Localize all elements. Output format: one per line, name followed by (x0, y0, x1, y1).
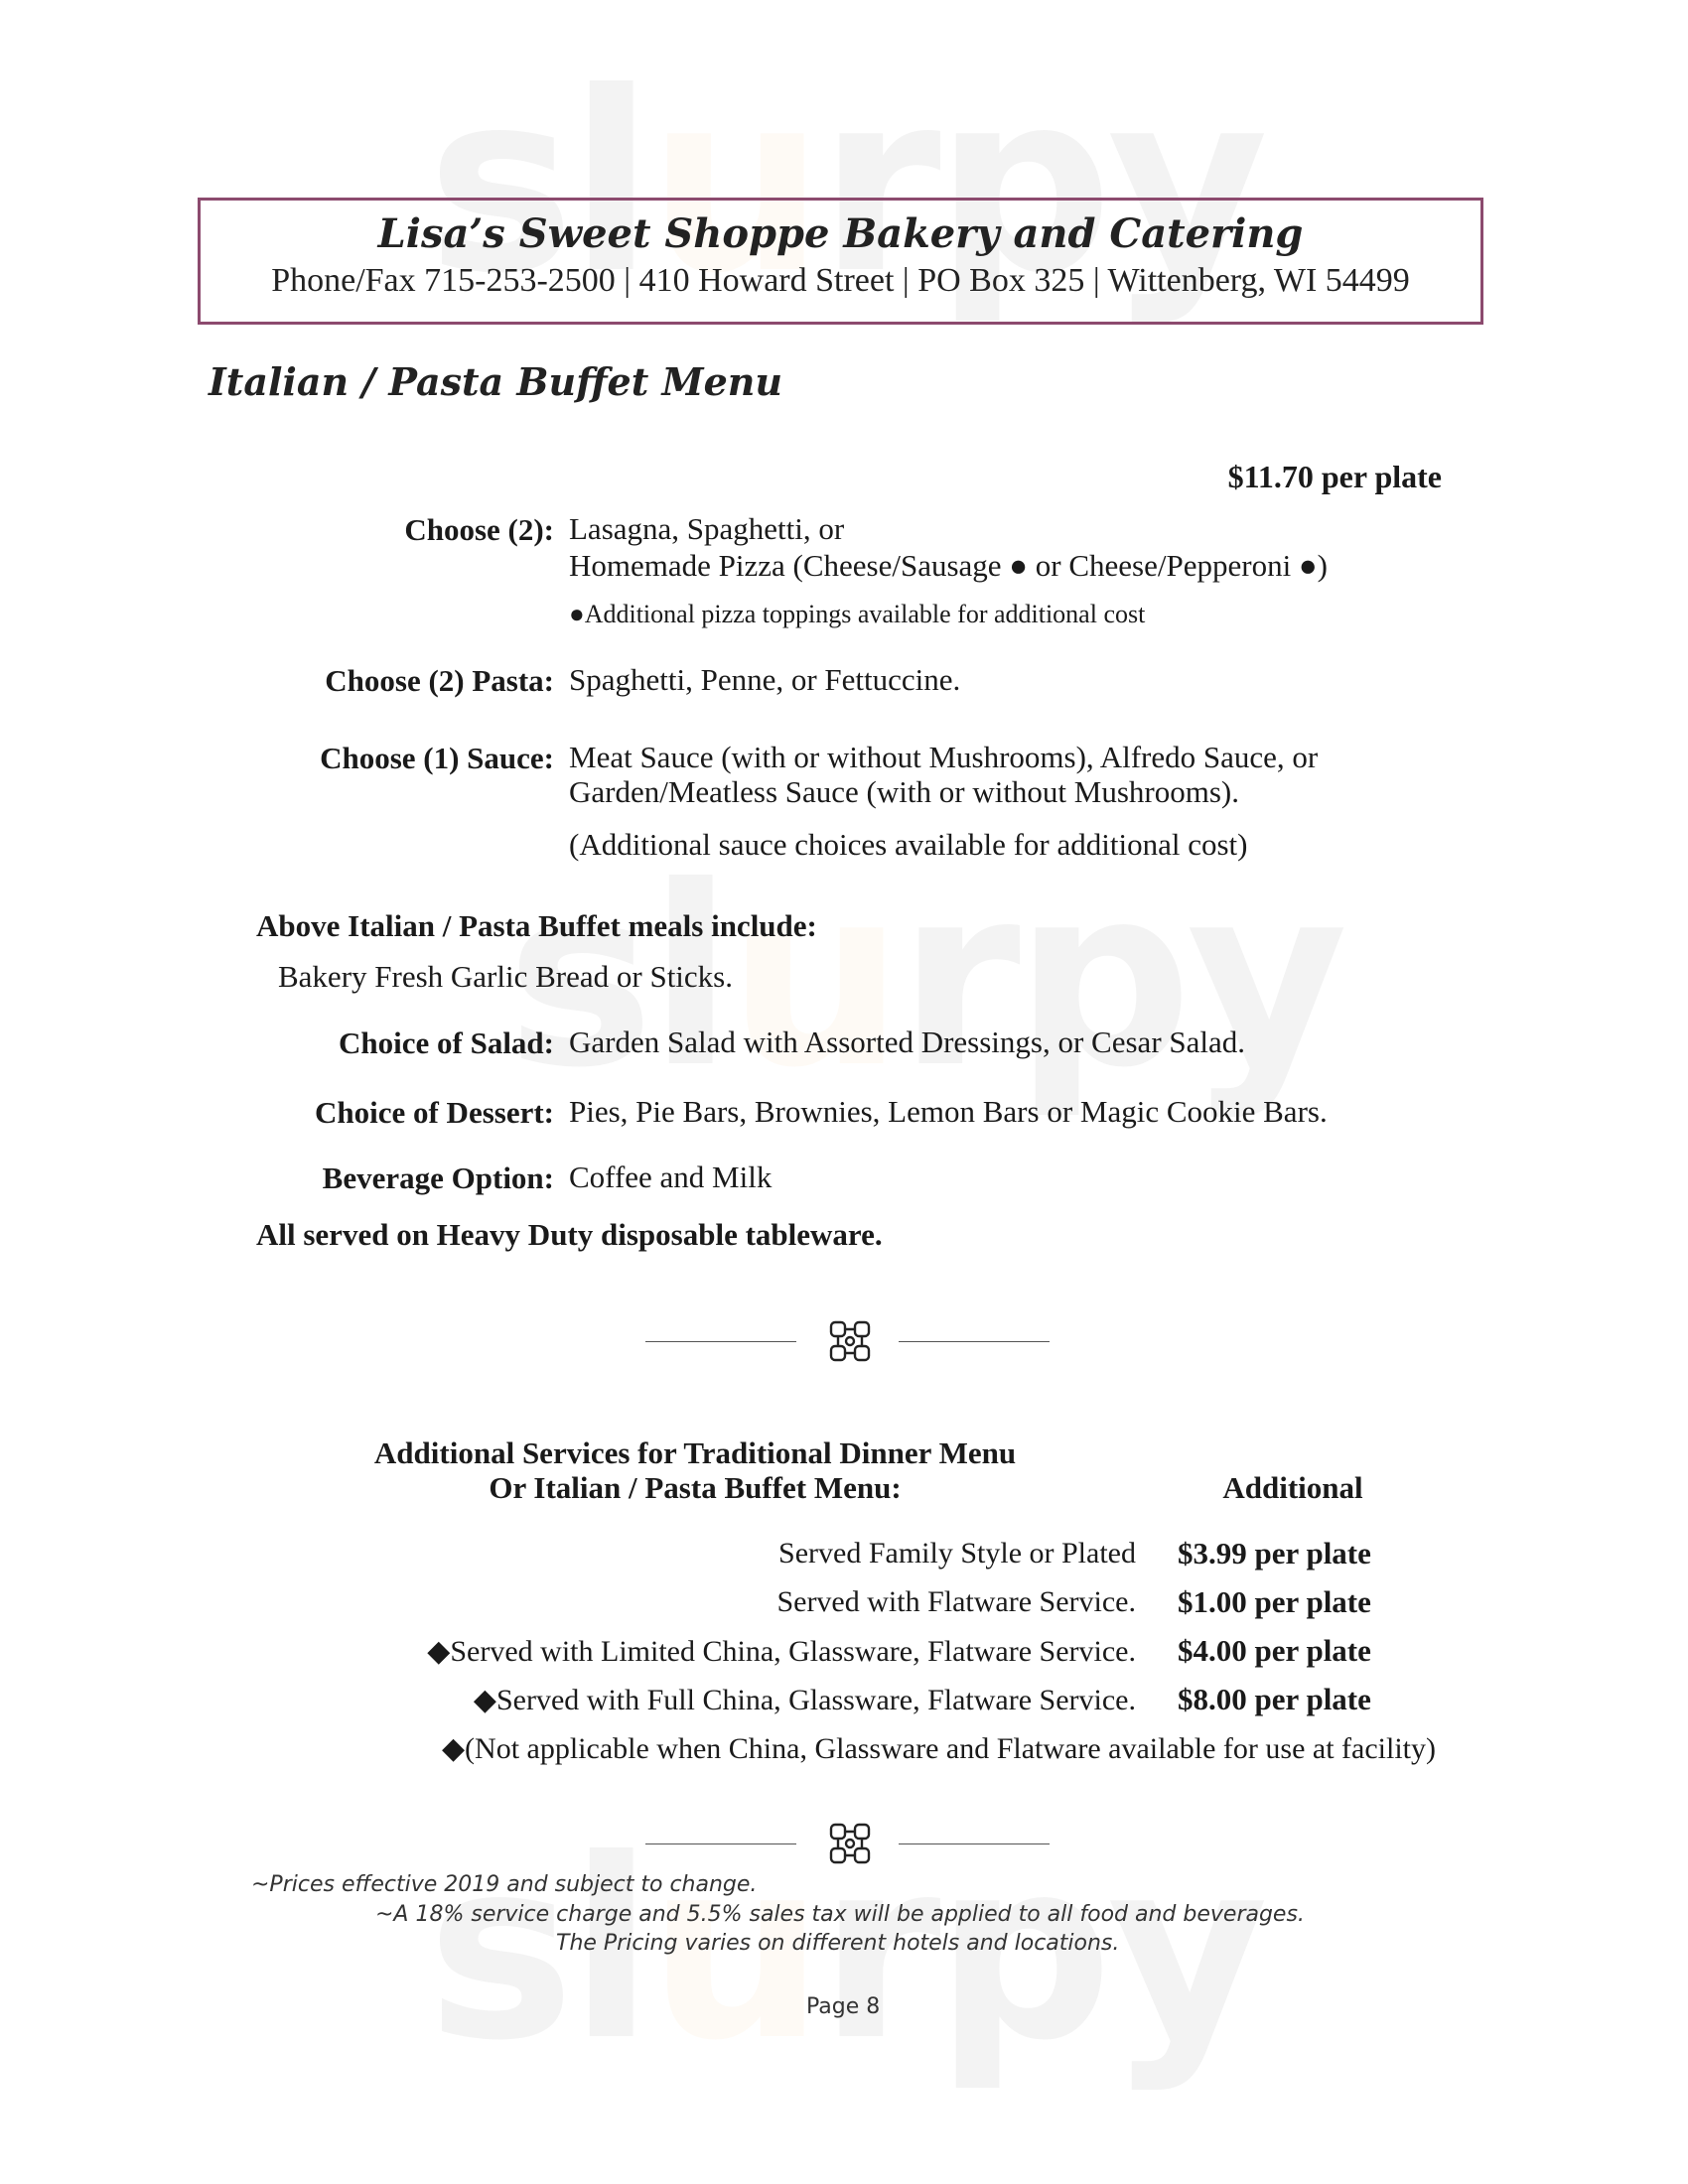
choose-main-label: Choose (2): (404, 512, 554, 547)
service-row-label: Served with Flatware Service. (776, 1585, 1136, 1618)
plate-price: $11.70 per plate (1227, 459, 1442, 494)
services-heading-line1: Additional Services for Traditional Dinner Menu (373, 1435, 1017, 1470)
choose-main-line1: Lasagna, Spaghetti, or (569, 511, 845, 546)
services-column-heading: Additional (1222, 1470, 1363, 1505)
header-box (198, 198, 1483, 325)
services-note: ◆(Not applicable when China, Glassware and Flatware available for use at facility) (441, 1732, 1436, 1765)
divider-line-left (645, 1843, 796, 1844)
beverage-label: Beverage Option: (322, 1160, 554, 1195)
salad-value: Garden Salad with Assorted Dressings, or Cesar Salad. (569, 1024, 1246, 1059)
service-row-price: $3.99 per plate (1178, 1536, 1371, 1570)
beverage-value: Coffee and Milk (569, 1160, 773, 1194)
service-row-label: ◆Served with Full China, Glassware, Flatware Service. (473, 1684, 1136, 1716)
footer-line2: ~A 18% service charge and 5.5% sales tax will be applied to all food and beverages. (375, 1902, 1305, 1927)
divider-line-left (645, 1341, 796, 1342)
dessert-value: Pies, Pie Bars, Brownies, Lemon Bars or Magic Cookie Bars. (569, 1094, 1328, 1129)
includes-heading: Above Italian / Pasta Buffet meals include: (256, 908, 817, 943)
divider-line-right (899, 1843, 1050, 1844)
ornament-icon (825, 1819, 875, 1868)
service-row-price: $1.00 per plate (1178, 1584, 1371, 1619)
services-heading-line2: Or Italian / Pasta Buffet Menu: (489, 1470, 902, 1505)
service-row-price: $8.00 per plate (1178, 1682, 1371, 1716)
choose-sauce-note: (Additional sauce choices available for additional cost) (569, 827, 1248, 862)
salad-label: Choice of Salad: (339, 1025, 554, 1060)
bread-item: Bakery Fresh Garlic Bread or Sticks. (278, 959, 733, 994)
choose-pasta-label: Choose (2) Pasta: (325, 663, 554, 698)
page-number: Page 8 (806, 1994, 881, 2019)
service-row-label: Served Family Style or Plated (778, 1537, 1136, 1570)
dessert-label: Choice of Dessert: (314, 1095, 554, 1130)
menu-title: Italian / Pasta Buffet Menu (209, 359, 783, 404)
choose-pasta-value: Spaghetti, Penne, or Fettuccine. (569, 662, 961, 697)
divider-line-right (899, 1341, 1050, 1342)
tableware-note: All served on Heavy Duty disposable tableware. (256, 1217, 883, 1252)
business-name: Lisa’s Sweet Shoppe Bakery and Catering (377, 210, 1304, 257)
choose-main-note: ●Additional pizza toppings available for additional cost (569, 600, 1146, 628)
service-row-label: ◆Served with Limited China, Glassware, Flatware Service. (427, 1635, 1136, 1668)
choose-sauce-label: Choose (1) Sauce: (320, 741, 554, 775)
footer-line3: The Pricing varies on different hotels and locations. (556, 1931, 1120, 1956)
service-row-price: $4.00 per plate (1178, 1633, 1371, 1668)
choose-sauce-line2: Garden/Meatless Sauce (with or without Mushrooms). (569, 774, 1239, 809)
choose-sauce-line1: Meat Sauce (with or without Mushrooms), Alfredo Sauce, or (569, 740, 1319, 774)
business-contact: Phone/Fax 715-253-2500 | 410 Howard Street | PO Box 325 | Wittenberg, WI 54499 (271, 262, 1410, 299)
footer-line1: ~Prices effective 2019 and subject to change. (251, 1872, 758, 1897)
ornament-icon (825, 1316, 875, 1366)
choose-main-line2: Homemade Pizza (Cheese/Sausage ● or Cheese/Pepperoni ●) (569, 548, 1328, 583)
